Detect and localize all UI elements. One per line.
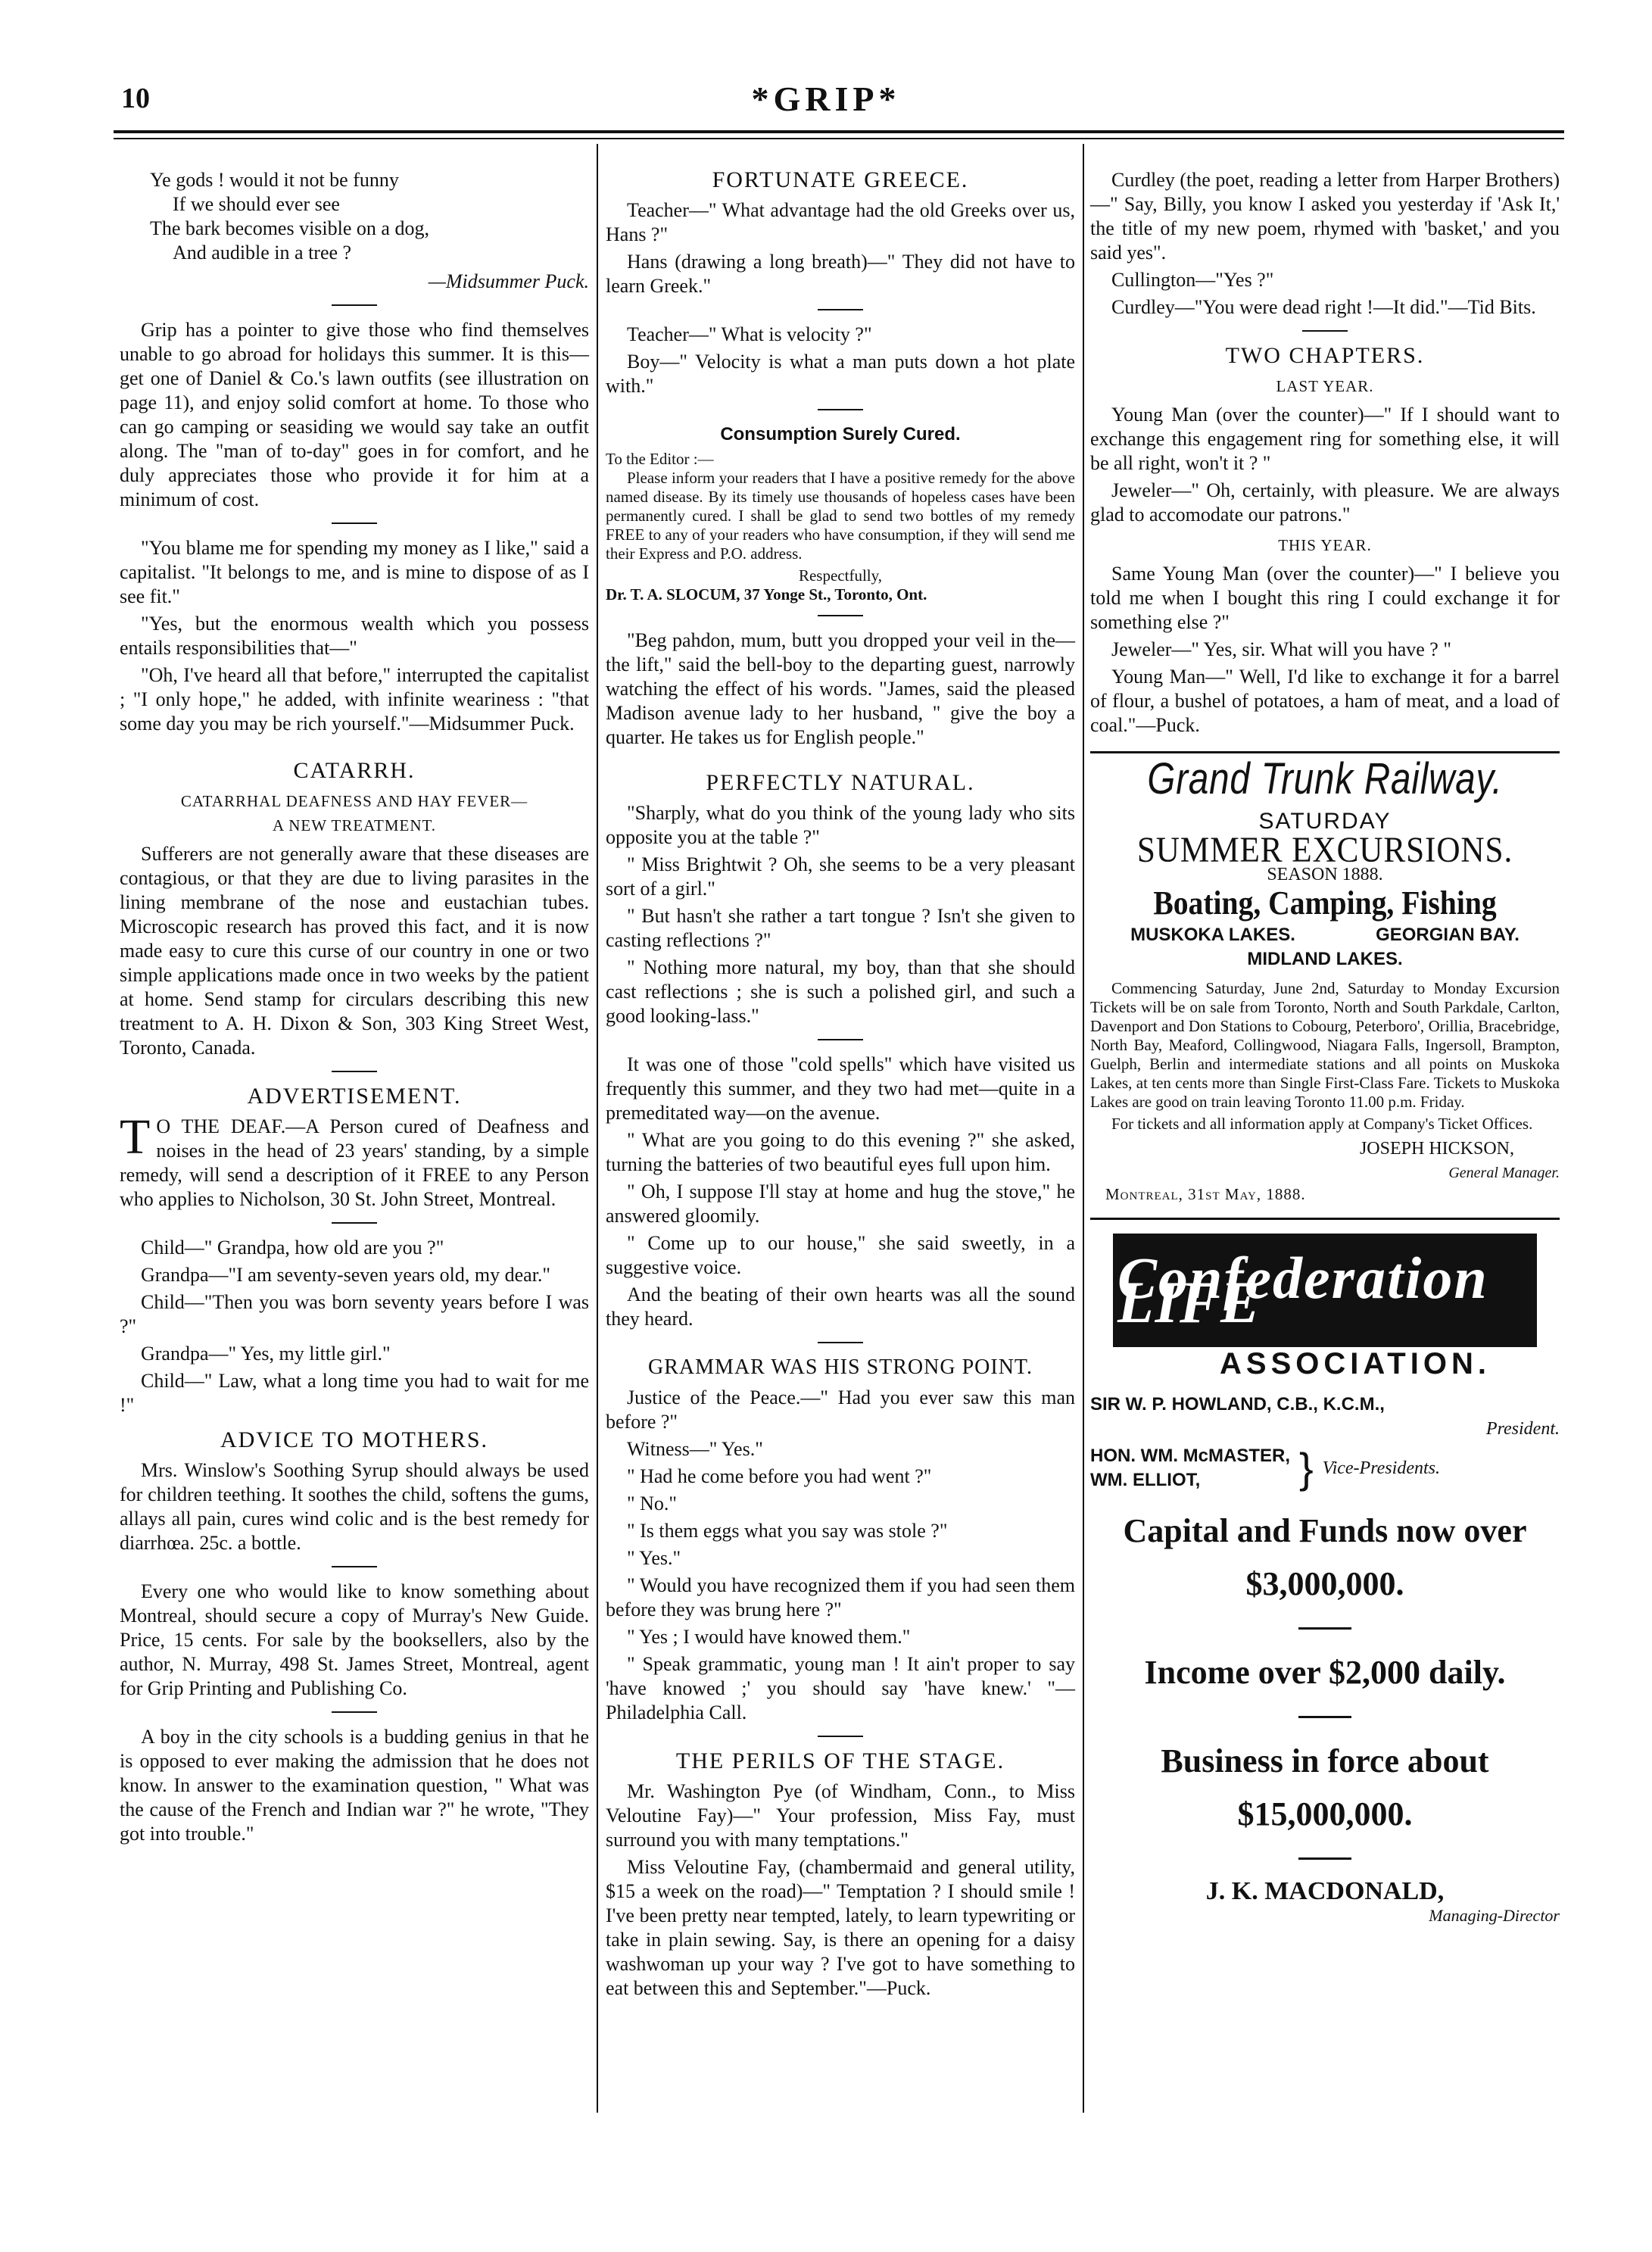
ad-rule — [1090, 751, 1560, 753]
separator — [1298, 1716, 1351, 1718]
catarrh-body: Sufferers are not generally aware that these diseases are contagious, or that they are due to living parasites in the lining membrane of the nose and eustachian tubes. Microscopic research has proved this fact, and it is now made easy to cure this curse of our country in one or two simple applications made once in two weeks by the patient at home. Send stamp for circulars describing this new treatment to A. H. Dixon & Son, 303 King Street West, Toronto, Canada. — [120, 843, 589, 1059]
dialogue-line: " No." — [627, 1492, 678, 1514]
dialogue-line: Miss Veloutine Fay, (chambermaid and general utility, $15 a week on the road)—" Temptation ? I should smile ! I've been pretty near tempted, lately, to learn typewriting or take in plain sewing. Say, is there an opening for a daisy washwoman up your way ? I've got to have something to eat between this and September."—Puck. — [606, 1856, 1075, 1999]
separator — [818, 615, 863, 616]
brace: } — [1299, 1444, 1314, 1492]
masthead-title: *GRIP* — [751, 80, 901, 118]
cold-paragraph: " Oh, I suppose I'll stay at home and hug the stove," he answered gloomily. — [606, 1181, 1075, 1227]
mothers-body: Mrs. Winslow's Soothing Syrup should always be used for children teething. It soothes the child, softens the gums, allays all pain, cures wind colic and is the best remedy for diarrhœa. 25c. a bottle. — [120, 1459, 589, 1554]
capital-line: Capital and Funds now over — [1123, 1512, 1527, 1549]
boating-heading: Boating, Camping, Fishing — [1153, 884, 1497, 922]
cold-paragraph: " What are you going to do this evening ?" she asked, turning the batteries of two beautiful eyes full upon him. — [606, 1129, 1075, 1175]
managing-director-role: Managing-Director — [1429, 1906, 1560, 1925]
dialogue-line: " Nothing more natural, my boy, than that she should cast reflections ; she is such a polished girl, and such a good looking-lass." — [606, 956, 1075, 1027]
advertisement-body — [120, 1109, 589, 1212]
poem — [150, 168, 589, 265]
saturday-heading: SATURDAY — [1258, 809, 1392, 834]
guide-body: Every one who would like to know something about Montreal, should secure a copy of Murray's New Guide. Price, 15 cents. For sale by the booksellers, also by the author, N. Murray, 498 St. James Street, Montreal, agent for Grip Printing and Publishing Co. — [120, 1580, 589, 1699]
column-2 — [606, 168, 1075, 2004]
confederation-life-logo: Confederation LIFE — [1113, 1234, 1537, 1347]
consumption-closing: Respectfully, — [798, 566, 883, 585]
catarrh-title: CATARRH. — [293, 758, 416, 783]
dialogue-line: Young Man (over the counter)—" If I should want to exchange this engagement ring for something else, it will be all right, won't it ? " — [1090, 404, 1560, 474]
perils-title: THE PERILS OF THE STAGE. — [675, 1748, 1005, 1773]
separator — [332, 1566, 377, 1567]
consumption-body: Please inform your readers that I have a positive remedy for the above named disease. By its timely use thousands of hopeless cases have been permanently cured. I shall be glad to send two bottles of my remedy FREE to any of your readers who have consumption, if they will send me their Express and P.O. address. — [606, 469, 1075, 563]
gtr-signature: JOSEPH HICKSON, — [1359, 1139, 1514, 1159]
consumption-salutation: To the Editor :— — [606, 450, 714, 468]
capitalist-paragraph: "Oh, I've heard all that before," interrupted the capitalist ; "I only hope," he added, with infinite weariness : "that some day you may be rich yourself."—Midsummer Puck. — [120, 664, 589, 735]
separator — [332, 1222, 377, 1224]
dialogue-line: Teacher—" What advantage had the old Greeks over us, Hans ?" — [606, 199, 1075, 245]
bellboy-paragraph: "Beg pahdon, mum, butt you dropped your veil in the—the lift," said the bell-boy to the departing guest, narrowly watching the effect of his words. "James, said the pleased Madison avenue lady to her husband, " give the boy a quarter. He takes us for English people." — [606, 629, 1075, 748]
dialogue-line: " Had he come before you had went ?" — [627, 1465, 932, 1487]
summer-excursions-heading: SUMMER EXCURSIONS. — [1136, 830, 1513, 870]
catarrh-subtitle: A NEW TREATMENT. — [272, 816, 437, 834]
dialogue-line: Witness—" Yes." — [627, 1438, 763, 1460]
drop-cap: T — [120, 1109, 151, 1165]
separator — [818, 309, 863, 310]
dialogue-line: " Is them eggs what you say was stole ?" — [627, 1520, 948, 1542]
dialogue-line: Child—" Grandpa, how old are you ?" — [141, 1237, 444, 1259]
separator — [1298, 1627, 1351, 1630]
capital-amount: $3,000,000. — [1245, 1565, 1404, 1602]
poem-line: The bark becomes visible on a dog, — [150, 217, 429, 239]
dialogue-line: Child—" Law, what a long time you had to wait for me !" — [120, 1370, 589, 1416]
dialogue-line: " Speak grammatic, young man ! It ain't proper to say 'have knowed ;' you should say 'have knew.' "—Philadelphia Call. — [606, 1653, 1075, 1723]
dialogue-line: Grandpa—" Yes, my little girl." — [141, 1343, 391, 1365]
greece-title: FORTUNATE GREECE. — [712, 167, 969, 192]
excursion-body: For tickets and all information apply at Company's Ticket Offices. — [1111, 1115, 1533, 1133]
dialogue-line: " Yes ; I would have knowed them." — [627, 1626, 911, 1648]
dialogue-line: Grandpa—"I am seventy-seven years old, my dear." — [141, 1264, 551, 1286]
dialogue-line: Cullington—"Yes ?" — [1111, 269, 1274, 291]
grammar-title: GRAMMAR WAS HIS STRONG POINT. — [648, 1355, 1033, 1379]
consumption-signature: Dr. T. A. SLOCUM, 37 Yonge St., Toronto, Ont. — [606, 585, 927, 604]
excursion-body: Commencing Saturday, June 2nd, Saturday to Monday Excursion Tickets will be on sale from Toronto, North and South Parkdale, Carlton, Davenport and Don Stations to Cobourg, Peterboro', Orillia, Bracebridge, North Bay, Meaford, Collingwood, Niagara Falls, Ingersoll, Brampton, Guelph, Berlin and intermediate stations and all points on Muskoka Lakes, at ten cents more than Single First-Class Fare. Tickets to Muskoka Lakes are good on train leaving Toronto 11.00 p.m. Friday. — [1090, 979, 1560, 1111]
gtr-date: Montreal, 31st May, 1888. — [1105, 1185, 1306, 1203]
column-divider — [597, 144, 598, 2113]
poem-line: And audible in a tree ? — [173, 242, 352, 264]
business-line: Business in force about — [1161, 1742, 1489, 1779]
cold-paragraph: And the beating of their own hearts was all the sound they heard. — [606, 1284, 1075, 1330]
dialogue-line: Young Man—" Well, I'd like to exchange it for a barrel of flour, a bushel of potatoes, a ham of meat, and a load of coal."—Puck. — [1090, 666, 1560, 736]
dialogue-line: Teacher—" What is velocity ?" — [627, 323, 872, 345]
dialogue-line: " Would you have recognized them if you had seen them before they was brung here ?" — [606, 1574, 1075, 1620]
separator — [1298, 1857, 1351, 1860]
natural-title: PERFECTLY NATURAL. — [706, 770, 975, 795]
column-3 — [1090, 168, 1560, 1928]
gtr-role: General Manager. — [1448, 1165, 1560, 1181]
lakes-row — [1090, 923, 1560, 947]
president-name: SIR W. P. HOWLAND, C.B., K.C.M., — [1090, 1394, 1385, 1415]
vice-presidents-role: Vice-Presidents. — [1322, 1458, 1440, 1478]
separator — [332, 1711, 377, 1713]
poem-line: If we should ever see — [173, 193, 340, 215]
cold-paragraph: " Come up to our house," she said sweetly, in a suggestive voice. — [606, 1232, 1075, 1278]
column-divider — [1083, 144, 1084, 2113]
managing-director-name: J. K. MACDONALD, — [1205, 1877, 1445, 1905]
dialogue-line: "Sharply, what do you think of the young lady who sits opposite you at the table ?" — [606, 802, 1075, 848]
vice-president-name: HON. WM. McMASTER, — [1090, 1446, 1290, 1466]
cold-paragraph: It was one of those "cold spells" which have visited us frequently this summer, and they two had met—quite in a premeditated way—on the avenue. — [606, 1053, 1075, 1124]
header-rule — [114, 130, 1564, 133]
capitalist-paragraph: "Yes, but the enormous wealth which you possess entails responsibilities that—" — [120, 613, 589, 659]
lake-name: MIDLAND LAKES. — [1247, 949, 1403, 969]
vice-presidents — [1090, 1444, 1560, 1492]
dialogue-line: Justice of the Peace.—" Had you ever saw this man before ?" — [606, 1386, 1075, 1433]
header-rule-thin — [114, 138, 1564, 139]
dialogue-line: " Yes." — [627, 1547, 681, 1569]
separator — [818, 409, 863, 410]
separator — [818, 1039, 863, 1040]
dialogue-line: Curdley—"You were dead right !—It did."—Tid Bits. — [1111, 296, 1536, 318]
advertisement-title: ADVERTISEMENT. — [247, 1084, 462, 1109]
separator — [1302, 330, 1348, 332]
president-role: President. — [1485, 1419, 1560, 1439]
association-label: ASSOCIATION. — [1220, 1347, 1491, 1380]
dialogue-line: Child—"Then you was born seventy years before I was ?" — [120, 1291, 589, 1337]
boy-body: A boy in the city schools is a budding genius in that he is opposed to ever making the admission that he does not know. In answer to the examination question, " What was the cause of the French and Indian war ?" he wrote, "They got into trouble." — [120, 1726, 589, 1845]
season-label: SEASON 1888. — [1267, 865, 1383, 884]
lake-name: GEORGIAN BAY. — [1376, 925, 1520, 945]
dialogue-line: Jeweler—" Oh, certainly, with pleasure. We are always glad to accomodate our patrons." — [1090, 479, 1560, 526]
dialogue-line: " But hasn't she rather a tart tongue ? Isn't she given to casting reflections ?" — [606, 905, 1075, 951]
dialogue-line: Same Young Man (over the counter)—" I believe you told me when I bought this ring I could exchange it for something else ?" — [1090, 563, 1560, 633]
separator — [818, 1342, 863, 1343]
this-year-heading: THIS YEAR. — [1278, 536, 1372, 554]
separator — [332, 522, 377, 524]
ad-rule — [1090, 1218, 1560, 1220]
grip-paragraph: Grip has a pointer to give those who find themselves unable to go abroad for holidays this summer. It is this—get one of Daniel & Co.'s lawn outfits (see illustration on page 11), and enjoy solid comfort at home. To those who can go camping or seasiding we would say take an outfit along. The "man of to-day" goes in for comfort, and he duly appreciates those who provide it for him at a minimum of cost. — [120, 319, 589, 510]
last-year-heading: LAST YEAR. — [1276, 377, 1374, 395]
vice-president-name: WM. ELLIOT, — [1090, 1470, 1201, 1490]
grand-trunk-title: Grand Trunk Railway. — [1147, 754, 1503, 803]
dialogue-line: Mr. Washington Pye (of Windham, Conn., to Miss Veloutine Fay)—" Your profession, Miss Fay, must surround you with many temptations." — [606, 1780, 1075, 1851]
poem-line: Ye gods ! would it not be funny — [150, 169, 399, 191]
consumption-title: Consumption Surely Cured. — [720, 424, 961, 444]
dialogue-line: Curdley (the poet, reading a letter from Harper Brothers)—" Say, Billy, you know I asked you yesterday if 'Ask It,' the title of my new poem, rhymed with 'basket,' and you said yes". — [1090, 169, 1560, 264]
capitalist-paragraph: "You blame me for spending my money as I like," said a capitalist. "It belongs to me, and is mine to dispose of as I see fit." — [120, 537, 589, 607]
mothers-title: ADVICE TO MOTHERS. — [220, 1427, 489, 1452]
dialogue-line: Boy—" Velocity is what a man puts down a hot plate with." — [606, 351, 1075, 397]
column-1 — [120, 168, 589, 1849]
chapters-title: TWO CHAPTERS. — [1225, 343, 1425, 368]
separator — [332, 304, 377, 306]
advertisement-text: O THE DEAF.—A Person cured of Deafness and noises in the head of 23 years' standing, by a simple remedy, will send a description of it FREE to any Person who applies to Nicholson, 30 St. John Street, Montreal. — [120, 1115, 589, 1210]
dialogue-line: Hans (drawing a long breath)—" They did not have to learn Greek." — [606, 251, 1075, 297]
poem-attribution: —Midsummer Puck. — [428, 270, 589, 292]
page-number: 10 — [121, 83, 150, 114]
separator — [332, 1071, 377, 1072]
separator — [818, 1736, 863, 1737]
catarrh-subtitle: CATARRHAL DEAFNESS AND HAY FEVER— — [180, 792, 528, 810]
income-line: Income over $2,000 daily. — [1144, 1654, 1506, 1691]
lake-name: MUSKOKA LAKES. — [1130, 925, 1295, 945]
dialogue-line: Jeweler—" Yes, sir. What will you have ? " — [1111, 638, 1451, 660]
dialogue-line: " Miss Brightwit ? Oh, she seems to be a very pleasant sort of a girl." — [606, 853, 1075, 900]
business-amount: $15,000,000. — [1237, 1795, 1413, 1832]
